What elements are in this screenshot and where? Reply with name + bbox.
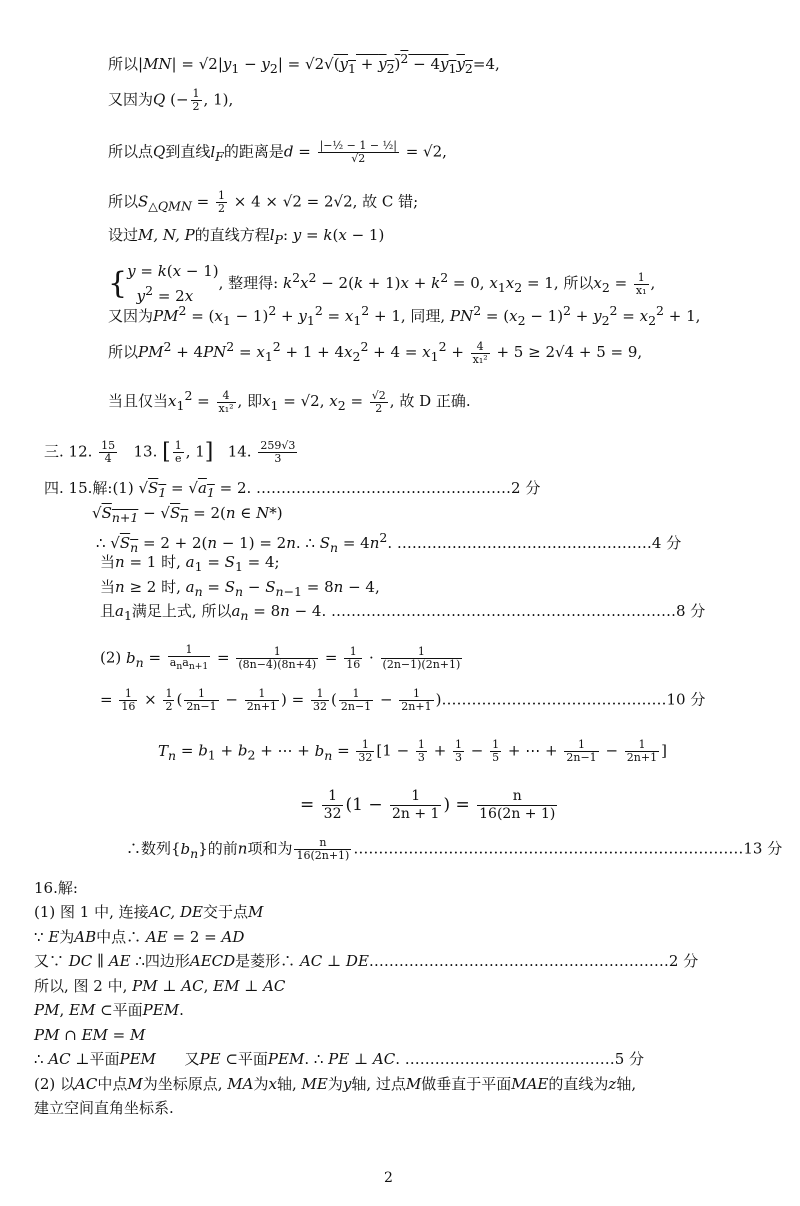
line-31: 建立空间直角坐标系.: [34, 1099, 174, 1117]
line-25: 又∵ DC ∥ AE ∴四边形AECD是菱形∴ AC ⊥ DE……………………………………………………2 分: [34, 952, 699, 970]
line-7: 又因为$PM^2 = (x_1 - 1)^2 + y_1^2 = x_1^2 + 1$, 同理, $PN^2 = (x_2 - 1)^2 + y_2^2 = x_2^2 + 1$,: [108, 303, 701, 328]
line-4: 所以$S_{\triangle QMN}$ = $\frac{1}{2}$ × 4 × √2 = 2√2, 故 C 错;: [108, 189, 419, 215]
line-30: (2) 以AC中点M为坐标原点, MA为x轴, ME为y轴, 过点M做垂直于平面MAE的直线为z轴,: [34, 1075, 637, 1093]
line-6: {y = k(x − 1) $y^2 = 2x$, 整理得: $k^2x^2 - 2(k + 1)x + k^2 = 0$, $x_1x_2 = 1$, 所以$x_2$ = $\frac{1}{\text{x₁}}$ ,: [108, 262, 656, 305]
line-1: 所以$|MN| = √2|y_1 - y_2| = √2√(y_1 + y_2)^2 - 4y_1y_2=4$,: [108, 51, 500, 76]
line-29: ∴ AC ⊥平面PEM 又PE ⊂平面PEM. ∴ PE ⊥ AC. ……………………………………5 分: [34, 1050, 645, 1068]
line-20: = $\frac{1}{32}$ (1 − $\frac{1}{2n + 1}$ ) = $\frac{n}{16(2n + 1)}$: [300, 788, 556, 822]
line-8: 所以$PM^2 + 4PN^2 = x_1^2 + 1 + 4x_2^2 + 4 = x_1^2$ + $\frac{4}{\text{x₁²}}$ + 5 ≥ 2√4 + 5 = 9,: [108, 339, 643, 366]
line-16: 且$a_1$满足上式, 所以$a_n = 8n - 4$. ……………………………………………………………8 分: [100, 602, 706, 623]
line-10: 三. 12. $\frac{15}{4}$ 13. [ $\frac{1}{e}$ , 1] 14. $\frac{259√3}{3}$: [44, 439, 296, 465]
line-12: $√S_{n+1} - √S_n = 2(n$ ∈ N*): [92, 504, 283, 525]
line-5: 设过M, N, P的直线方程$l_P$: y = k(x − 1): [108, 226, 385, 247]
line-15: 当n ≥ 2 时, $a_n = S_n - S_{n-1} = 8n - 4$,: [100, 578, 380, 599]
line-28: PM ∩ EM = M: [34, 1026, 146, 1044]
line-24: ∵ E为AB中点∴ AE = 2 = AD: [34, 928, 245, 946]
line-3: 所以点Q到直线$l_F$的距离是d = $\frac{\text{|−½ − 1 − ½|}}{√2}$ = √2,: [108, 139, 447, 165]
line-27: PM, EM ⊂平面PEM.: [34, 1001, 184, 1019]
line-26: 所以, 图 2 中, PM ⊥ AC, EM ⊥ AC: [34, 977, 286, 995]
line-14: 当n = 1 时, $a_1 = S_1 = 4$;: [100, 553, 280, 574]
page-number: 2: [384, 1170, 393, 1186]
line-23: (1) 图 1 中, 连接AC, DE交于点M: [34, 903, 264, 921]
line-2: 又因为Q (− $\frac{1}{2}$ , 1),: [108, 87, 234, 113]
line-19: $T_n = b_1 + b_2$ + ⋯ + $b_n$ = $\frac{1}{32}$ [1 − $\frac{1}{3}$ + $\frac{1}{3}$ − $\frac{1}{5}$ + ⋯ + $\frac{1}{2n-1}$ − $\frac{1}{2n+1}$ ]: [158, 738, 667, 764]
line-18: = $\frac{1}{16}$ × $\frac{1}{2}$ ( $\frac{1}{2n-1}$ − $\frac{1}{2n+1}$ ) = $\frac{1}{32}$ ( $\frac{1}{2n-1}$ − $\frac{1}{2n+1}$ )………………………………………10 分: [100, 687, 706, 713]
line-11: 四. 15.解:(1) $√S_1 = √a_1 = 2$. ……………………………………………2 分: [44, 479, 541, 500]
line-21: ∴数列$\{b_n\}$的前n项和为 $\frac{n}{16(2n+1)}$ ……………………………………………………………………13 分: [126, 836, 783, 862]
line-9: 当且仅当$x_1^2$ = $\frac{4}{\text{x₁²}}$ , 即$x_1 = √2$, $x_2$ = $\frac{√2}{2}$ , 故 D 正确.: [108, 388, 471, 415]
line-17: (2) $b_n$ = $\frac{1}{a_na_{n+1}}$ = $\frac{1}{(8n-4)(8n+4)}$ = $\frac{1}{16}$ · $\frac{1}{(2n-1)(2n+1)}$: [100, 643, 461, 673]
line-13: ∴ $√S_n = 2 + 2(n - 1) = 2n$. ∴ $S_n = 4n^2$. ……………………………………………4 分: [96, 530, 682, 555]
line-22: 16.解:: [34, 879, 78, 897]
